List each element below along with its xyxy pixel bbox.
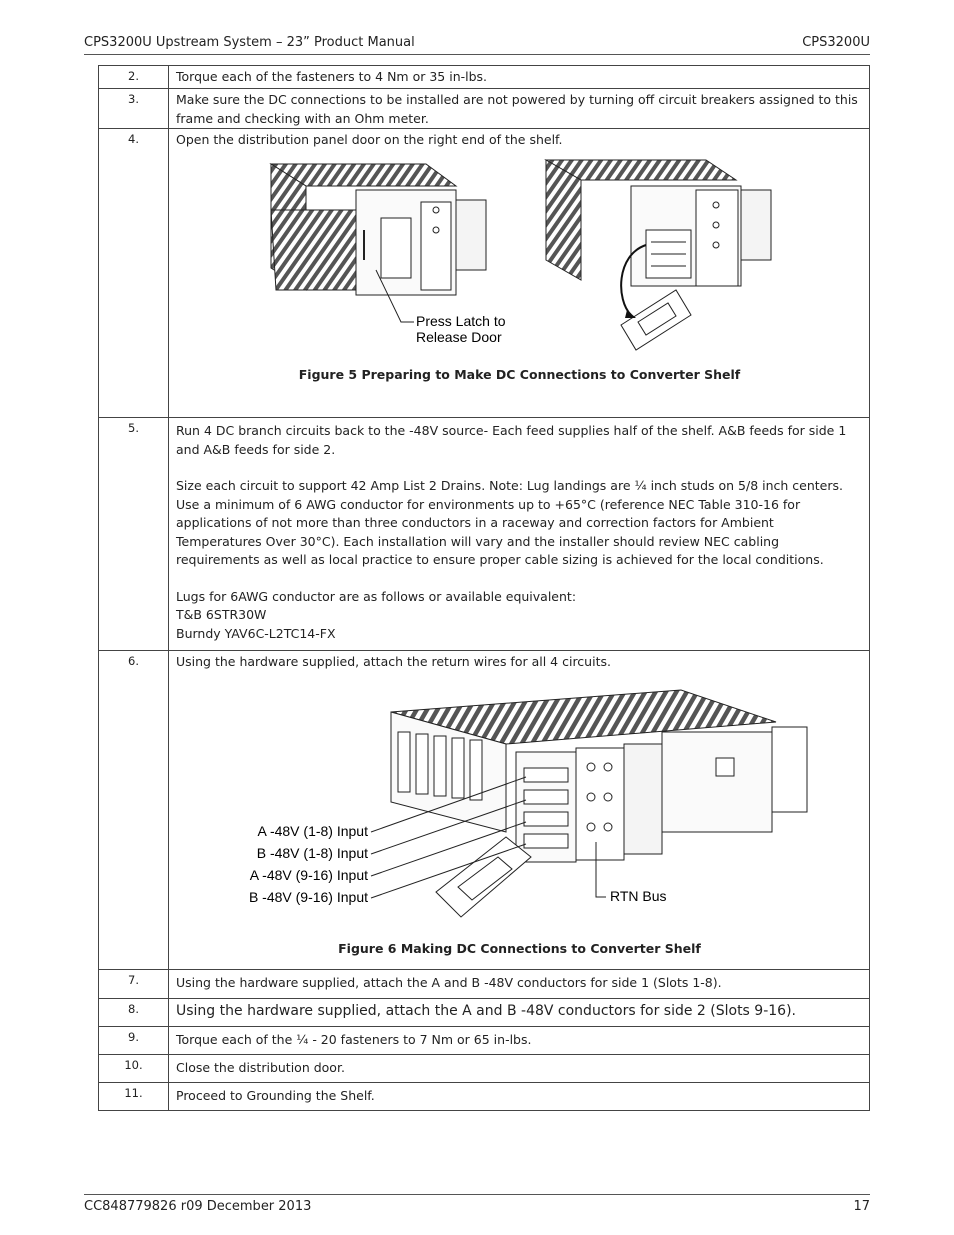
dc-connections-illustration xyxy=(176,672,856,932)
page-header xyxy=(84,34,870,55)
step-text: Using the hardware supplied, attach the return wires for all 4 circuits. xyxy=(176,654,611,669)
step-number: 10. xyxy=(99,1055,169,1083)
step-row xyxy=(99,418,870,651)
step-row xyxy=(99,999,870,1027)
step-row xyxy=(99,970,870,999)
step-text: Using the hardware supplied, attach the A and B -48V conductors for side 2 (Slots 9-16). xyxy=(169,999,870,1027)
step-text: Torque each of the ¼ - 20 fasteners to 7 Nm or 65 in-lbs. xyxy=(169,1027,870,1055)
label-b-48v-1-8: B -48V (1-8) Input xyxy=(256,844,368,861)
header-title: CPS3200U Upstream System – 23” Product Manual xyxy=(84,35,415,50)
step-row xyxy=(99,1055,870,1083)
step-number: 8. xyxy=(99,999,169,1027)
callout-release-door: Release Door xyxy=(416,328,502,345)
step-number: 5. xyxy=(99,418,169,651)
step-number: 11. xyxy=(99,1083,169,1111)
step-row xyxy=(99,1083,870,1111)
figure-6-caption: Figure 6 Making DC Connections to Converter Shelf xyxy=(338,941,701,956)
step-number: 9. xyxy=(99,1027,169,1055)
step-text: Size each circuit to support 42 Amp List 2 Drains. Note: Lug landings are ¼ inch studs on 5/8 inch centers. Use a minimum of 6 AWG conductor for environments up to +65°C (reference NEC Table 310-16 for applications of not more than three conductors in a raceway and correction factors for Ambient Temperatures Over 30°C). Each installation will vary and the installer should review NEC cabling requirements as well as local practice to ensure proper cable sizing is achieved for the local conditions. xyxy=(176,478,843,567)
step-text: Lugs for 6AWG conductor are as follows or available equivalent: xyxy=(176,588,577,604)
label-a-48v-1-8: A -48V (1-8) Input xyxy=(257,822,368,839)
label-rtn-bus: RTN Bus xyxy=(610,887,667,904)
step-row xyxy=(99,66,870,89)
page-footer xyxy=(84,1194,870,1215)
step-number: 2. xyxy=(99,66,169,89)
step-text: Run 4 DC branch circuits back to the -48V source- Each feed supplies half of the shelf. A&B feeds for side 1 and A&B feeds for side 2. xyxy=(176,423,847,457)
label-a-48v-9-16: A -48V (9-16) Input xyxy=(249,866,368,883)
step-text: Torque each of the fasteners to 4 Nm or 35 in-lbs. xyxy=(169,66,870,89)
step-row xyxy=(99,1027,870,1055)
header-product: CPS3200U xyxy=(802,35,870,50)
step-number: 7. xyxy=(99,970,169,999)
page-number: 17 xyxy=(853,1199,870,1214)
step-number: 6. xyxy=(99,651,169,970)
lug-part-number: T&B 6STR30W xyxy=(176,607,267,622)
step-text: Make sure the DC connections to be installed are not powered by turning off circuit breakers assigned to this frame and checking with an Ohm meter. xyxy=(169,89,870,129)
step-text: Close the distribution door. xyxy=(169,1055,870,1083)
step-number: 3. xyxy=(99,89,169,129)
figure-5-caption: Figure 5 Preparing to Make DC Connections to Converter Shelf xyxy=(298,367,741,382)
step-text: Proceed to Grounding the Shelf. xyxy=(169,1083,870,1111)
callout-press-latch: Press Latch to xyxy=(416,312,506,329)
label-b-48v-9-16: B -48V (9-16) Input xyxy=(248,888,368,905)
step-text: Open the distribution panel door on the right end of the shelf. xyxy=(176,132,563,147)
lug-part-number: Burndy YAV6C-L2TC14-FX xyxy=(176,625,336,641)
step-row xyxy=(99,651,870,970)
step-row xyxy=(99,129,870,418)
document-id: CC848779826 r09 December 2013 xyxy=(84,1199,312,1214)
figure-6 xyxy=(176,672,863,938)
shelf-right-illustration xyxy=(546,160,771,350)
procedure-table xyxy=(98,65,870,1111)
step-number: 4. xyxy=(99,129,169,418)
figure-5 xyxy=(176,150,863,361)
step-row xyxy=(99,89,870,129)
converter-shelf-door-illustration xyxy=(176,150,856,355)
step-text: Using the hardware supplied, attach the A and B -48V conductors for side 1 (Slots 1-8). xyxy=(169,970,870,999)
